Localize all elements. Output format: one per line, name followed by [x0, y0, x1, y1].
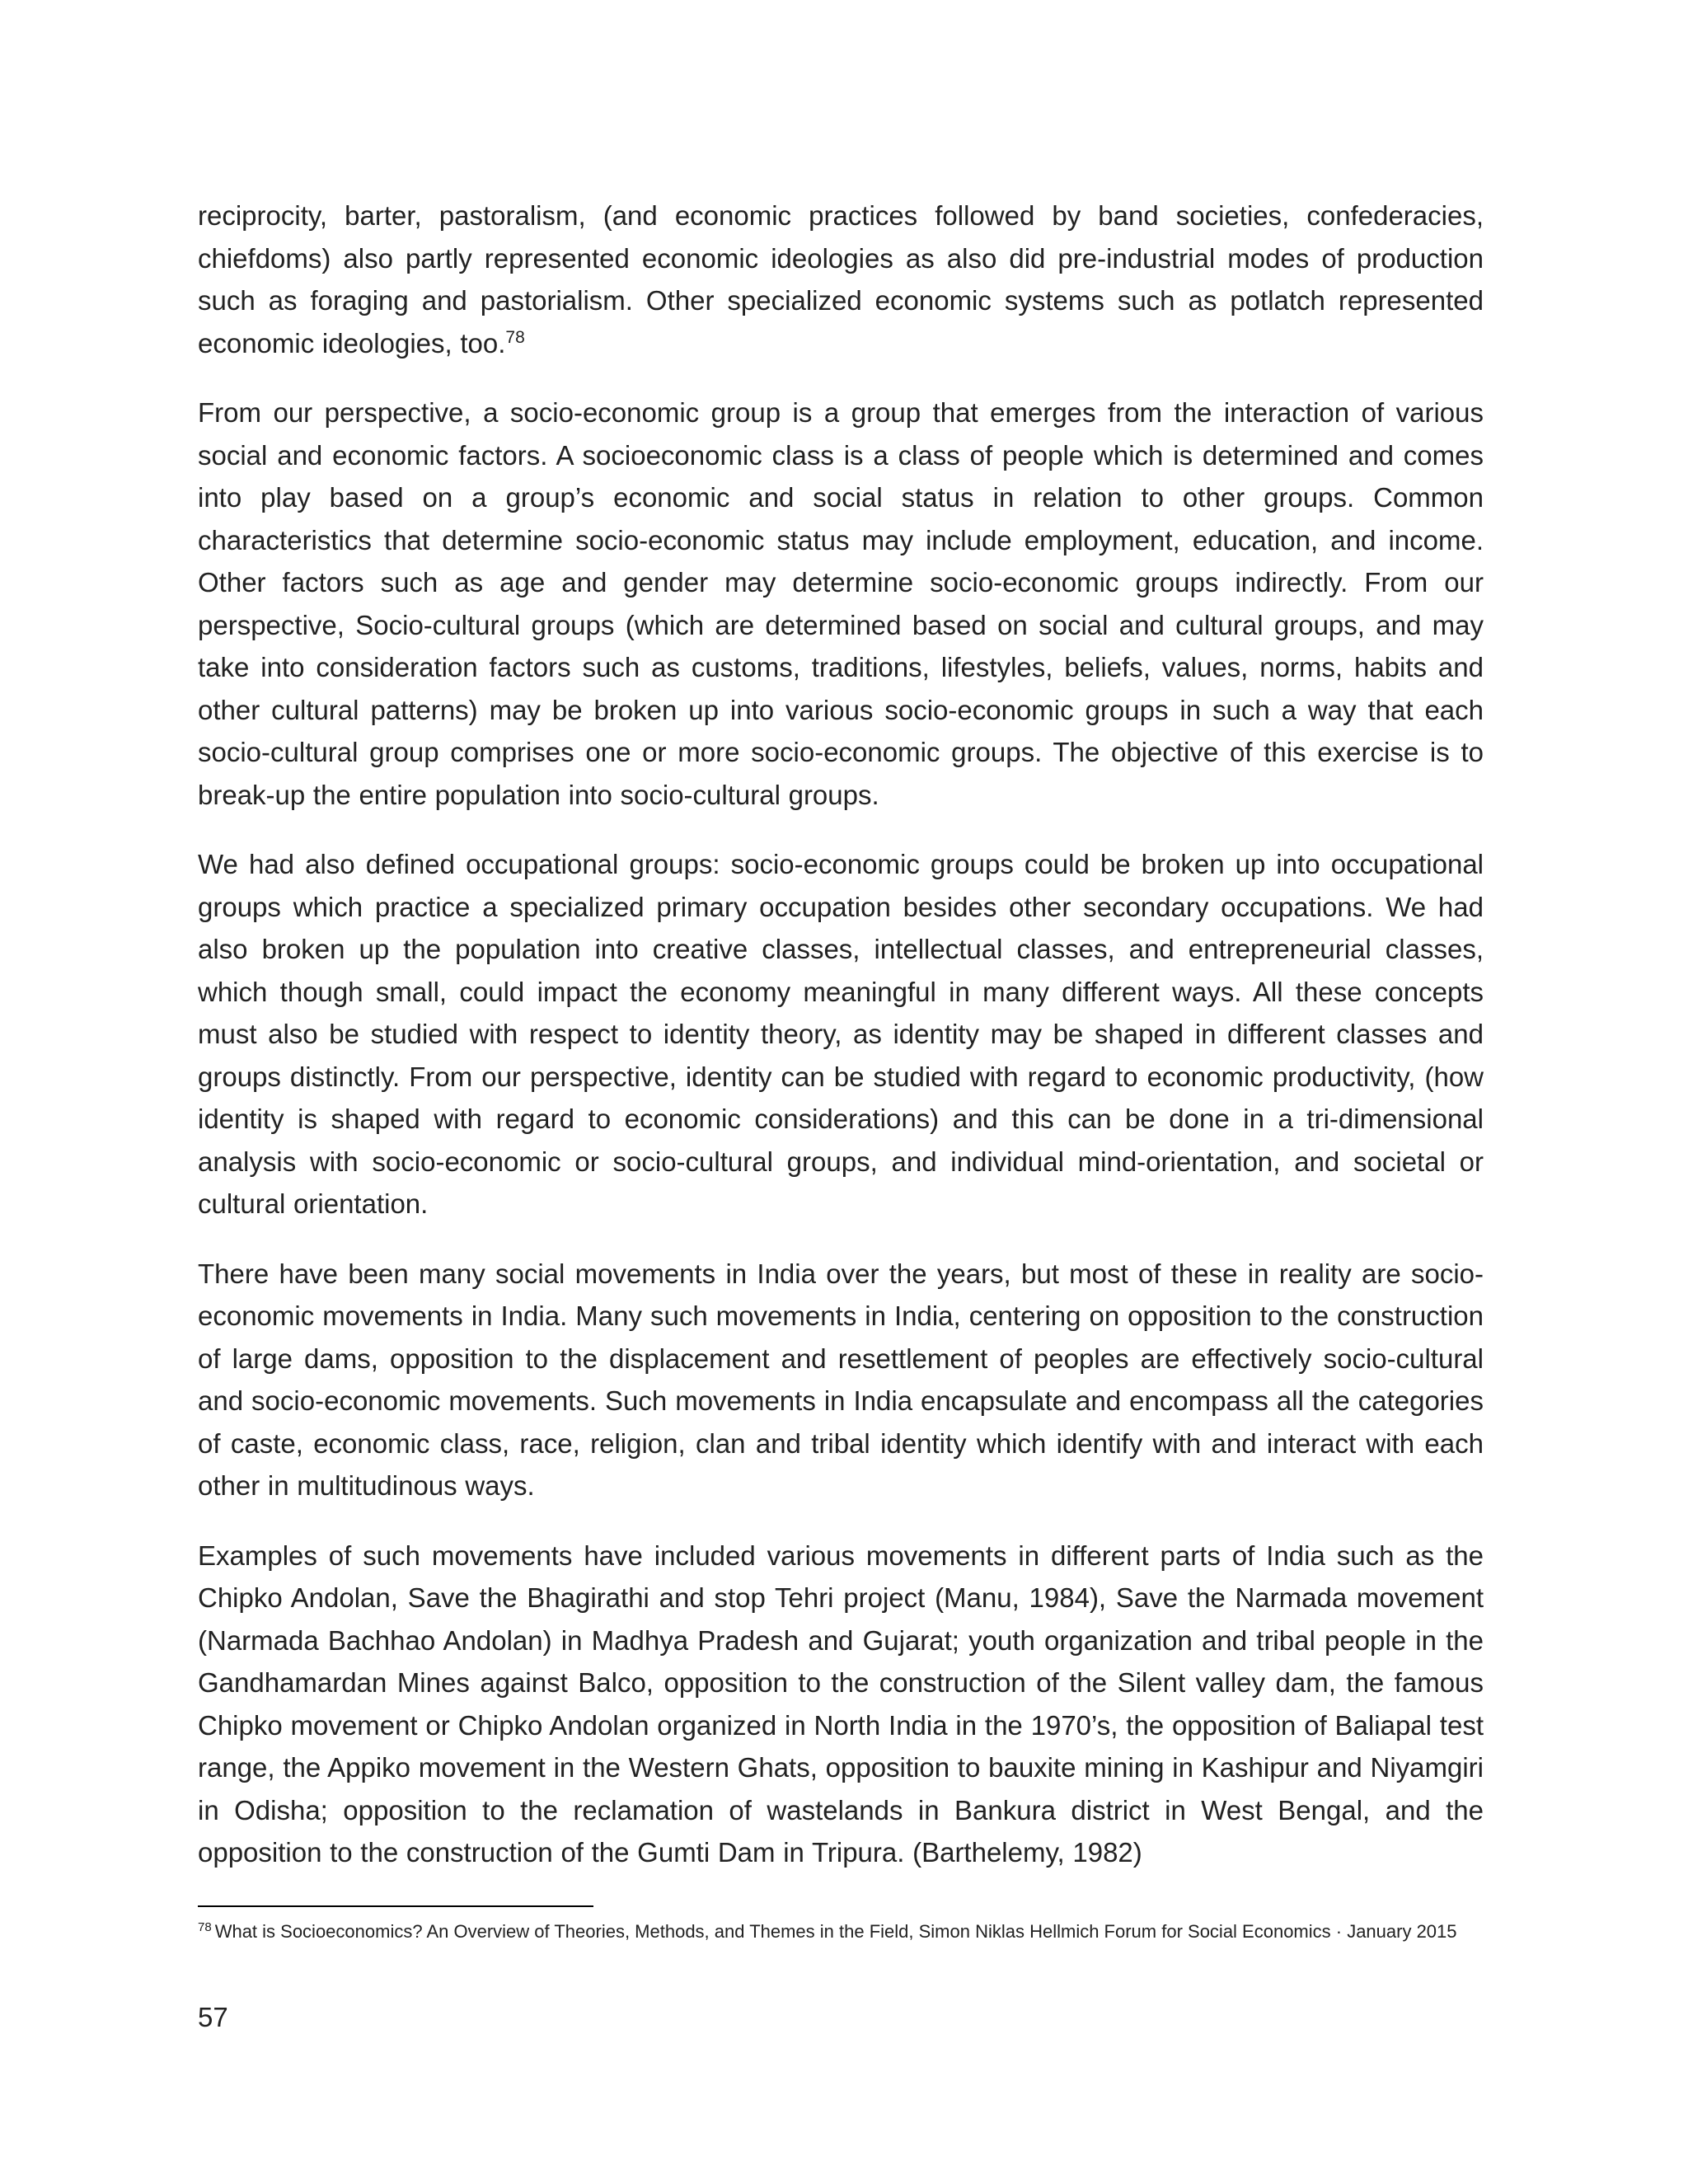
page-body [198, 194, 1484, 1901]
footnote-mark: 78 [198, 1919, 212, 1934]
paragraph-1-text: reciprocity, barter, pastoralism, (and economic practices followed by band societies, confederacies, chiefdoms) also partly represented economic ideologies as also did pre-industrial modes of production such as foraging and pastorialism. Other specialized economic systems such as potlatch represented economic ideologies, too. [198, 200, 1484, 359]
footnote-text: What is Socioeconomics? An Overview of Theories, Methods, and Themes in the Field, Simon Niklas Hellmich Forum for Social Economics · January 2015 [214, 1921, 1457, 1942]
paragraph-2: From our perspective, a socio-economic group is a group that emerges from the interaction of various social and economic factors. A socioeconomic class is a class of people which is determined and comes into play based on a group’s economic and social status in relation to other groups. Common characteristics that determine socio-economic status may include employment, education, and income. Other factors such as age and gender may determine socio-economic groups indirectly. From our perspective, Socio-cultural groups (which are determined based on social and cultural groups, and may take into consideration factors such as customs, traditions, lifestyles, beliefs, values, norms, habits and other cultural patterns) may be broken up into various socio-economic groups in such a way that each socio-cultural group comprises one or more socio-economic groups. The objective of this exercise is to break-up the entire population into socio-cultural groups. [198, 397, 1484, 810]
footnote-separator [198, 1905, 593, 1907]
page-number: 57 [198, 2002, 228, 2032]
footnote [198, 1919, 1484, 1944]
paragraph-4: There have been many social movements in India over the years, but most of these in reality are socio-economic movements in India. Many such movements in India, centering on opposition to the construction of large dams, opposition to the displacement and resettlement of peoples are effectively socio-cultural and socio-economic movements. Such movements in India encapsulate and encompass all the categories of caste, economic class, race, religion, clan and tribal identity which identify with and interact with each other in multitudinous ways. [198, 1258, 1484, 1501]
paragraph-5: Examples of such movements have included various movements in different parts of India such as the Chipko Andolan, Save the Bhagirathi and stop Tehri project (Manu, 1984), Save the Narmada movement (Narmada Bachhao Andolan) in Madhya Pradesh and Gujarat; youth organization and tribal people in the Gandhamardan Mines against Balco, opposition to the construction of the Silent valley dam, the famous Chipko movement or Chipko Andolan organized in North India in the 1970’s, the opposition of Baliapal test range, the Appiko movement in the Western Ghats, opposition to bauxite mining in Kashipur and Niyamgiri in Odisha; opposition to the reclamation of wastelands in Bankura district in West Bengal, and the opposition to the construction of the Gumti Dam in Tripura. (Barthelemy, 1982) [198, 1540, 1484, 1868]
footnote-reference[interactable]: 78 [505, 327, 525, 347]
paragraph-3: We had also defined occupational groups: socio-economic groups could be broken up into occupational groups which practice a specialized primary occupation besides other secondary occupations. We had also broken up the population into creative classes, intellectual classes, and entrepreneurial classes, which though small, could impact the economy meaningful in many different ways. All these concepts must also be studied with respect to identity theory, as identity may be shaped in different classes and groups distinctly. From our perspective, identity can be studied with regard to economic productivity, (how identity is shaped with regard to economic considerations) and this can be done in a tri-dimensional analysis with socio-economic or socio-cultural groups, and individual mind-orientation, and societal or cultural orientation. [198, 849, 1484, 1219]
paragraph-1 [198, 194, 1484, 364]
